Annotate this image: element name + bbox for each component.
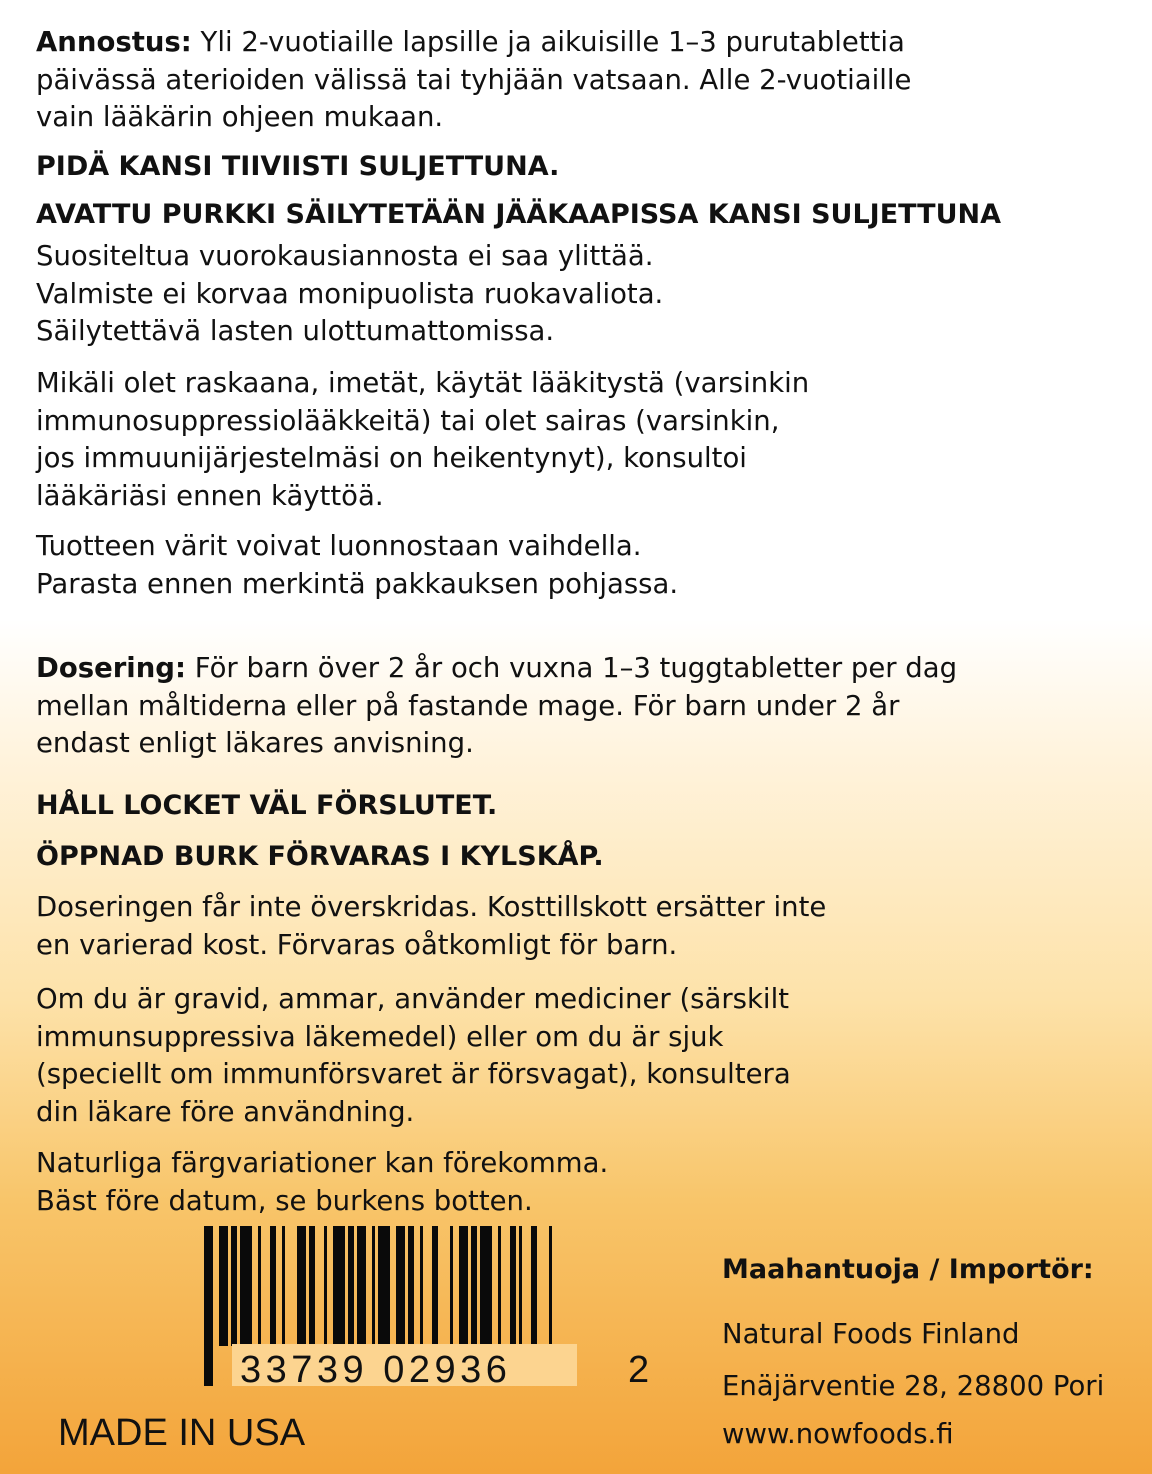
barcode-bar bbox=[432, 1226, 438, 1346]
importer-info bbox=[722, 1250, 1142, 1450]
finnish-warning-line: Suositeltua vuorokausiannosta ei saa ylittää. bbox=[36, 240, 654, 272]
barcode-bar bbox=[459, 1226, 468, 1346]
swedish-dosage-line: endast enligt läkares anvisning. bbox=[36, 727, 474, 759]
barcode-bar bbox=[348, 1226, 354, 1346]
swedish-pregnancy-line: Om du är gravid, ammar, använder mediciner (särskilt bbox=[36, 983, 789, 1015]
swedish-pregnancy-note bbox=[36, 981, 1126, 1131]
barcode-bar bbox=[219, 1226, 228, 1346]
finnish-color-note bbox=[36, 528, 1126, 603]
swedish-dosage bbox=[36, 650, 1126, 763]
finnish-pregnancy-note bbox=[36, 365, 1126, 515]
swedish-color-note bbox=[36, 1145, 1126, 1220]
barcode-bar bbox=[240, 1226, 252, 1346]
swedish-warning-line: en varierad kost. Förvaras oåtkomligt för barn. bbox=[36, 928, 678, 961]
swedish-opened-storage: ÖPPNAD BURK FÖRVARAS I KYLSKÅP. bbox=[36, 841, 604, 872]
barcode-bar bbox=[498, 1226, 501, 1346]
finnish-dosage-line: vain lääkärin ohjeen mukaan. bbox=[36, 101, 444, 133]
country-of-origin: MADE IN USA bbox=[58, 1412, 306, 1454]
finnish-dosage bbox=[36, 24, 1126, 137]
swedish-color-line: Bäst före datum, se burkens botten. bbox=[36, 1184, 533, 1217]
finnish-pregnancy-line: Mikäli olet raskaana, imetät, käytät lääkitystä (varsinkin bbox=[36, 367, 810, 399]
barcode-bar bbox=[258, 1226, 261, 1346]
finnish-dosage-label: Annostus: bbox=[36, 26, 192, 58]
barcode-bar bbox=[480, 1226, 492, 1346]
barcode-bar bbox=[531, 1226, 537, 1346]
finnish-warnings bbox=[36, 238, 1126, 351]
finnish-color-line: Tuotteen värit voivat luonnostaan vaihdella. bbox=[36, 530, 642, 562]
barcode-bar bbox=[378, 1226, 390, 1346]
barcode-bar bbox=[471, 1226, 477, 1346]
finnish-warning-line: Säilytettävä lasten ulottumattomissa. bbox=[36, 315, 555, 347]
importer-name: Natural Foods Finland bbox=[722, 1318, 1020, 1350]
barcode-bar bbox=[270, 1226, 276, 1346]
barcode-bar bbox=[297, 1226, 306, 1346]
importer-address: Enäjärventie 28, 28800 Pori bbox=[722, 1370, 1105, 1402]
barcode-bar bbox=[324, 1226, 327, 1346]
barcode-bar bbox=[333, 1226, 345, 1346]
barcode-bar bbox=[282, 1226, 285, 1346]
barcode-bar bbox=[372, 1226, 375, 1346]
barcode-bar bbox=[231, 1226, 237, 1346]
barcode-check-digit: 2 bbox=[628, 1349, 650, 1386]
finnish-opened-storage: AVATTU PURKKI SÄILYTETÄÄN JÄÄKAAPISSA KANSI SULJETTUNA bbox=[36, 199, 1002, 230]
swedish-keep-closed: HÅLL LOCKET VÄL FÖRSLUTET. bbox=[36, 790, 498, 821]
barcode-bar bbox=[204, 1226, 213, 1386]
finnish-dosage-line: Yli 2-vuotiaille lapsille ja aikuisille 1–3 purutablettia bbox=[191, 26, 905, 58]
swedish-color-line: Naturliga färgvariationer kan förekomma. bbox=[36, 1147, 609, 1179]
swedish-warnings bbox=[36, 889, 1126, 964]
importer-website[interactable]: www.nowfoods.fi bbox=[722, 1418, 954, 1450]
finnish-pregnancy-line: lääkäriäsi ennen käyttöä. bbox=[36, 479, 384, 512]
finnish-pregnancy-line: jos immuunijärjestelmäsi on heikentynyt), konsultoi bbox=[36, 442, 747, 474]
barcode-bar bbox=[309, 1226, 315, 1346]
swedish-pregnancy-line: din läkare före användning. bbox=[36, 1095, 415, 1128]
swedish-dosage-line: mellan måltiderna eller på fastande mage. För barn under 2 år bbox=[36, 689, 900, 722]
swedish-dosage-label: Dosering: bbox=[36, 652, 186, 684]
barcode-digits: 33739 02936 bbox=[240, 1349, 512, 1386]
barcode-bar bbox=[420, 1226, 423, 1346]
finnish-color-line: Parasta ennen merkintä pakkauksen pohjassa. bbox=[36, 567, 679, 600]
finnish-pregnancy-line: immunosuppressiolääkkeitä) tai olet sairas (varsinkin, bbox=[36, 404, 780, 437]
finnish-dosage-line: päivässä aterioiden välissä tai tyhjään vatsaan. Alle 2-vuotiaille bbox=[36, 63, 912, 96]
finnish-warning-line: Valmiste ei korvaa monipuolista ruokavaliota. bbox=[36, 277, 664, 310]
finnish-keep-closed: PIDÄ KANSI TIIVIISTI SULJETTUNA. bbox=[36, 151, 560, 182]
barcode bbox=[204, 1226, 654, 1386]
barcode-bar bbox=[357, 1226, 366, 1346]
barcode-bar bbox=[519, 1226, 522, 1346]
barcode-bar bbox=[549, 1226, 552, 1346]
barcode-bar bbox=[510, 1226, 516, 1346]
swedish-dosage-line: För barn över 2 år och vuxna 1–3 tuggtabletter per dag bbox=[186, 652, 958, 684]
barcode-bar bbox=[450, 1226, 453, 1346]
swedish-pregnancy-line: (speciellt om immunförsvaret är försvagat), konsultera bbox=[36, 1058, 791, 1090]
barcode-bar bbox=[408, 1226, 414, 1346]
swedish-warning-line: Doseringen får inte överskridas. Kosttillskott ersätter inte bbox=[36, 891, 827, 923]
swedish-pregnancy-line: immunsuppressiva läkemedel) eller om du är sjuk bbox=[36, 1020, 724, 1053]
importer-title: Maahantuoja / Importör: bbox=[722, 1254, 1094, 1285]
